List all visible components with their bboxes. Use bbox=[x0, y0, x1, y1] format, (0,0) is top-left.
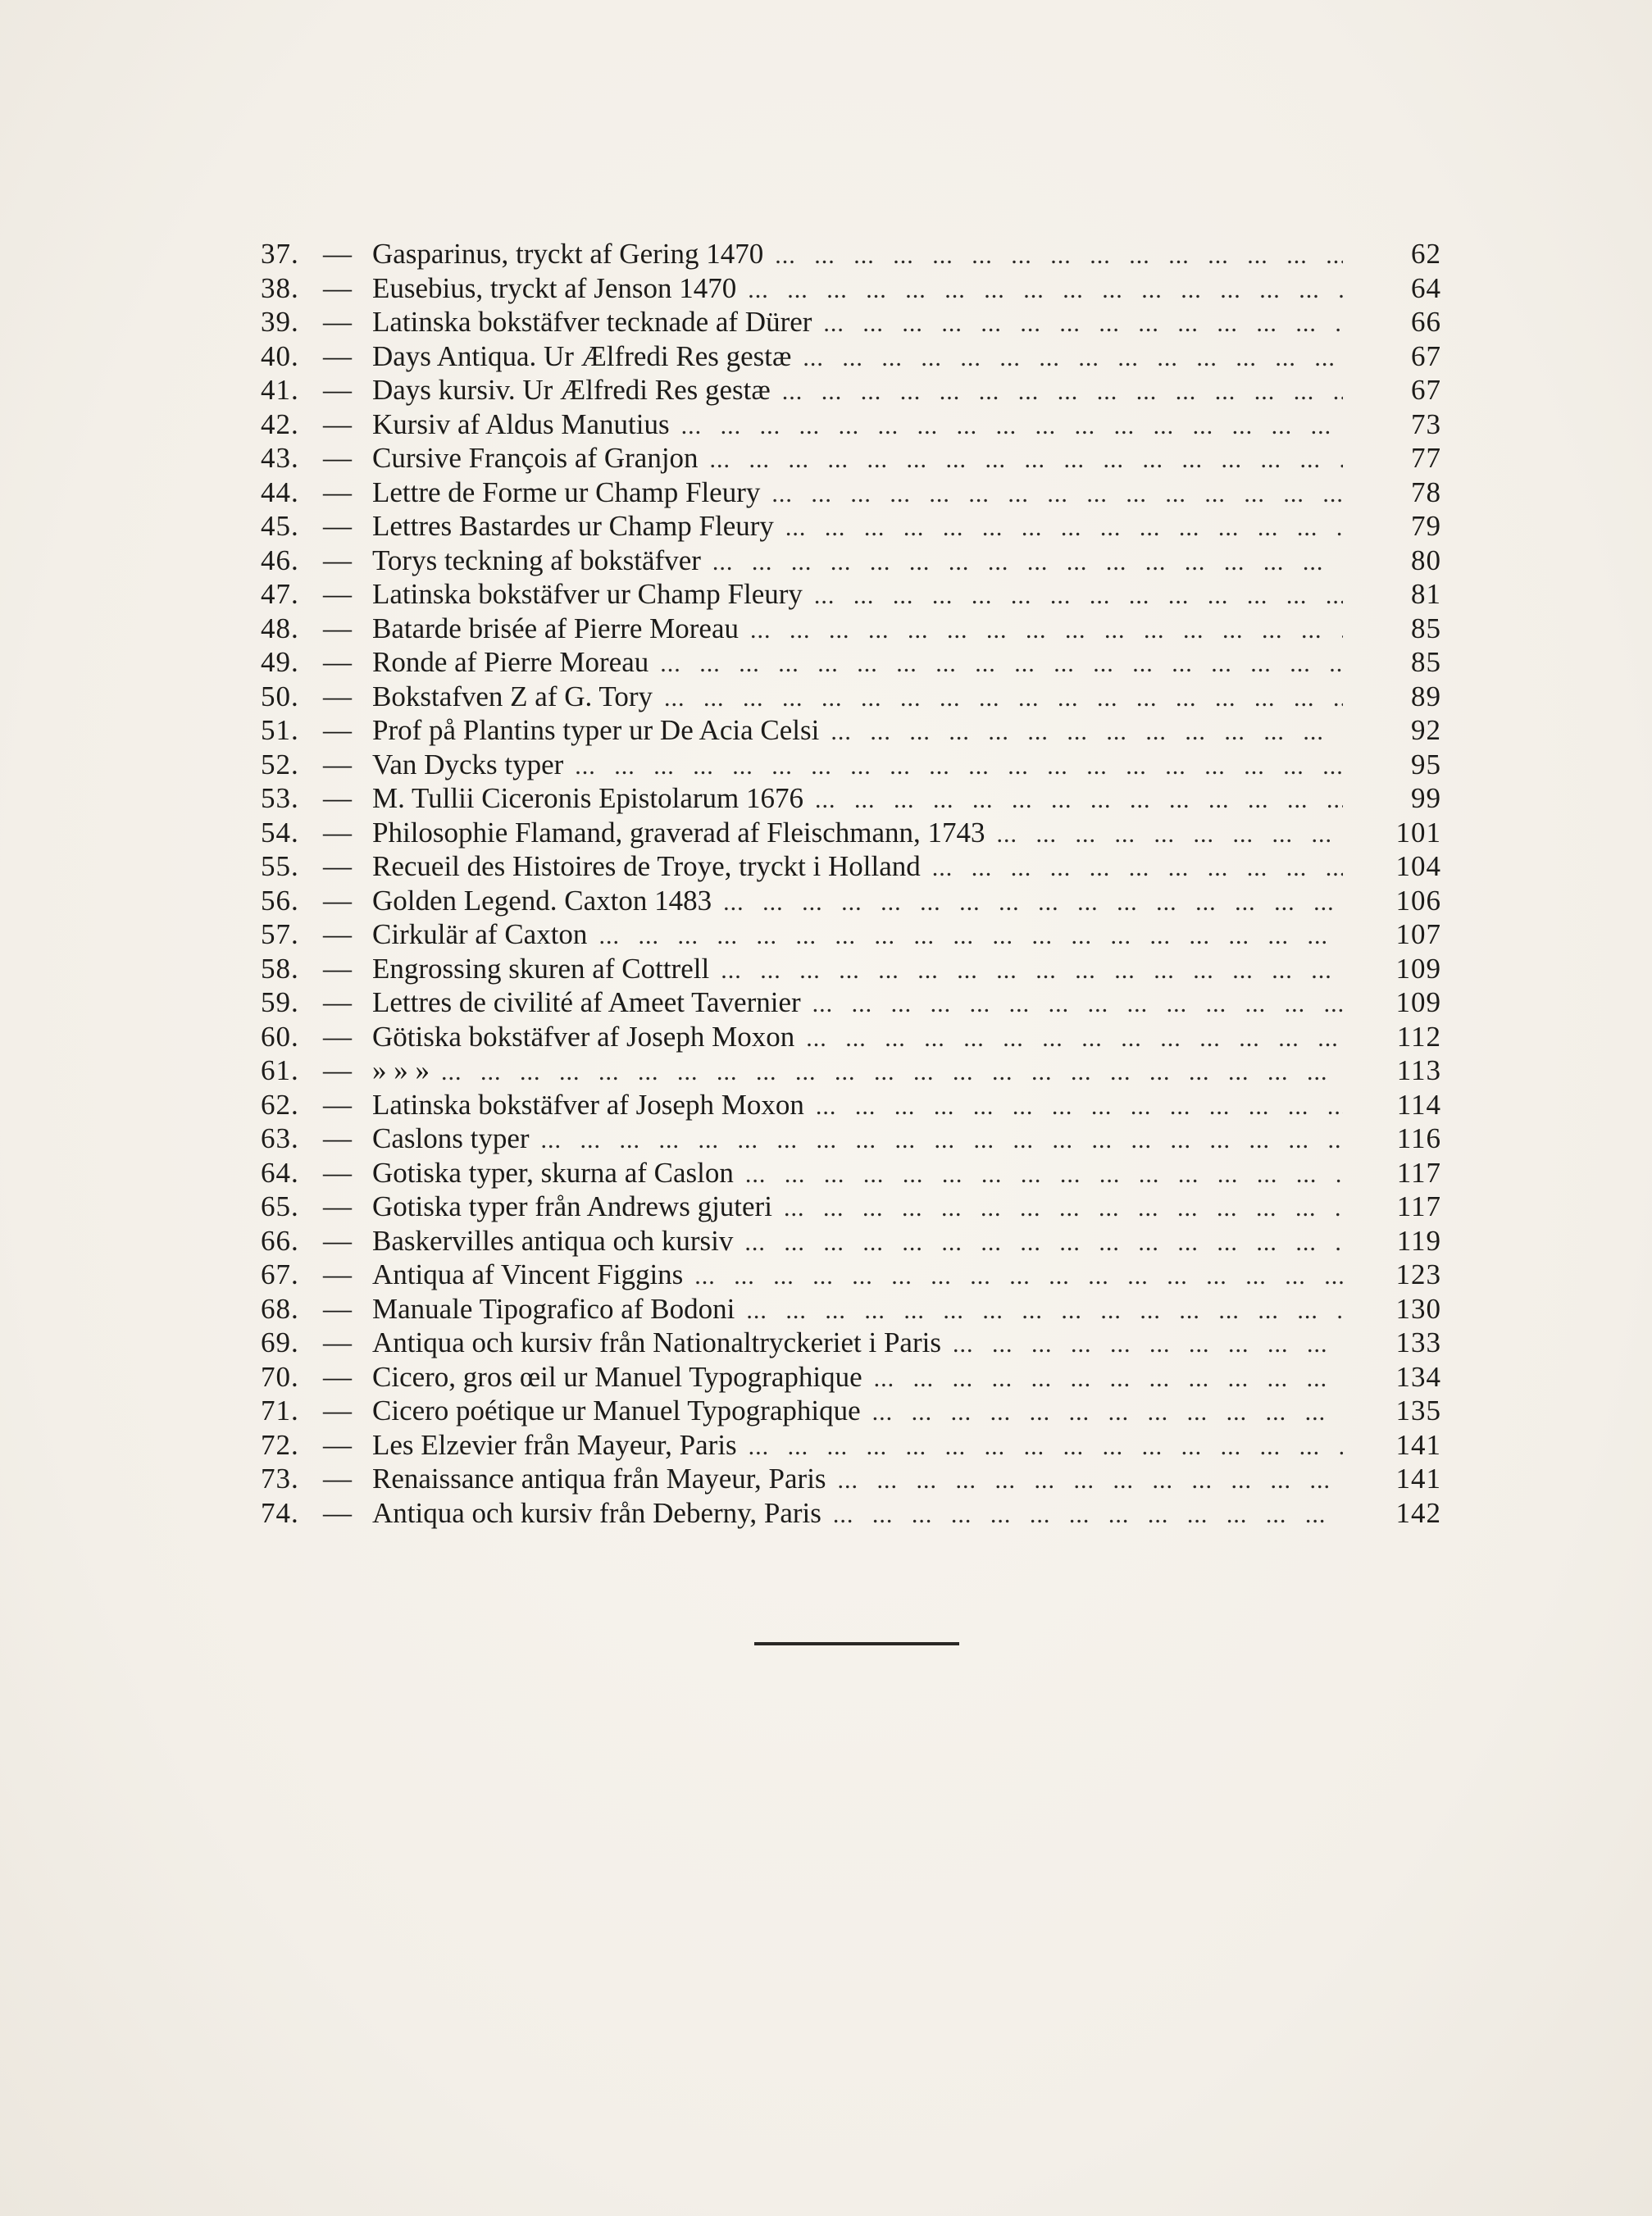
entry-page-number: 112 bbox=[1396, 1020, 1441, 1053]
entry-dash: — bbox=[323, 1156, 352, 1189]
entry-line bbox=[372, 645, 1343, 681]
dot-leader bbox=[782, 373, 1343, 409]
entry-title: Gotiska typer, skurna af Caslon bbox=[372, 1156, 734, 1189]
dot-leader bbox=[575, 748, 1343, 784]
toc-entry bbox=[261, 476, 1441, 510]
entry-number: 65. bbox=[261, 1190, 299, 1222]
entry-line bbox=[372, 271, 1343, 307]
entry-line bbox=[372, 680, 1343, 716]
dot-leader bbox=[997, 816, 1344, 852]
entry-title: Cicero poétique ur Manuel Typographique bbox=[372, 1395, 861, 1427]
entry-page-number: 85 bbox=[1411, 612, 1441, 644]
entry-title: Golden Legend. Caxton 1483 bbox=[372, 884, 712, 917]
entry-line bbox=[372, 781, 1343, 817]
entry-dash: — bbox=[323, 578, 352, 610]
entry-number: 37. bbox=[261, 238, 299, 270]
toc-entry bbox=[261, 1088, 1441, 1122]
entry-number: 53. bbox=[261, 782, 299, 814]
entry-number: 60. bbox=[261, 1020, 299, 1053]
entry-title: Antiqua af Vincent Figgins bbox=[372, 1258, 684, 1290]
entry-page-number: 107 bbox=[1395, 918, 1441, 950]
entry-number: 74. bbox=[261, 1496, 299, 1529]
toc-entry bbox=[261, 1190, 1441, 1224]
entry-number: 61. bbox=[261, 1054, 299, 1086]
toc-entry bbox=[261, 305, 1441, 339]
entry-title: Latinska bokstäfver ur Champ Fleury bbox=[372, 578, 803, 610]
entry-line bbox=[372, 1258, 1343, 1294]
toc-entry bbox=[261, 985, 1441, 1020]
entry-number: 39. bbox=[261, 306, 299, 338]
toc-entry bbox=[261, 781, 1441, 816]
entry-page-number: 101 bbox=[1395, 816, 1441, 849]
closing-rule bbox=[754, 1642, 959, 1645]
dot-leader bbox=[831, 713, 1343, 749]
dot-leader bbox=[664, 680, 1343, 716]
toc-entry bbox=[261, 1156, 1441, 1190]
dot-leader bbox=[874, 1360, 1343, 1396]
entry-dash: — bbox=[323, 850, 352, 882]
toc-entry bbox=[261, 1020, 1441, 1054]
entry-title: Baskervilles antiqua och kursiv bbox=[372, 1224, 734, 1257]
entry-title: Latinska bokstäfver tecknade af Dürer bbox=[372, 306, 812, 338]
entry-page-number: 73 bbox=[1411, 407, 1441, 440]
entry-number: 38. bbox=[261, 271, 299, 304]
toc-entry bbox=[261, 884, 1441, 918]
entry-number: 69. bbox=[261, 1326, 299, 1358]
toc-entry bbox=[261, 544, 1441, 578]
entry-title: Cirkulär af Caxton bbox=[372, 918, 588, 950]
entry-title: Eusebius, tryckt af Jenson 1470 bbox=[372, 271, 737, 304]
entry-line bbox=[372, 305, 1343, 341]
dot-leader bbox=[721, 952, 1343, 988]
entry-page-number: 66 bbox=[1411, 306, 1441, 338]
dot-leader bbox=[750, 612, 1343, 648]
toc-entry bbox=[261, 1224, 1441, 1258]
entry-page-number: 99 bbox=[1411, 782, 1441, 814]
entry-line bbox=[372, 1122, 1343, 1158]
entry-number: 54. bbox=[261, 816, 299, 849]
entry-dash: — bbox=[323, 1428, 352, 1461]
entry-line bbox=[372, 1190, 1343, 1226]
entry-line bbox=[372, 985, 1343, 1022]
entry-page-number: 142 bbox=[1395, 1496, 1441, 1529]
dot-leader bbox=[785, 509, 1343, 545]
entry-title: Days kursiv. Ur Ælfredi Res gestæ bbox=[372, 374, 771, 406]
entry-dash: — bbox=[323, 612, 352, 644]
entry-title: Lettres Bastardes ur Champ Fleury bbox=[372, 510, 774, 542]
entry-page-number: 85 bbox=[1411, 646, 1441, 678]
entry-number: 43. bbox=[261, 442, 299, 474]
entry-title: Batarde brisée af Pierre Moreau bbox=[372, 612, 740, 644]
entry-page-number: 135 bbox=[1395, 1395, 1441, 1427]
entry-number: 71. bbox=[261, 1395, 299, 1427]
dot-leader bbox=[745, 1156, 1343, 1192]
toc-entry bbox=[261, 1053, 1441, 1088]
toc-entry bbox=[261, 1292, 1441, 1326]
dot-leader bbox=[660, 645, 1343, 681]
entry-number: 63. bbox=[261, 1122, 299, 1154]
entry-line bbox=[372, 1224, 1343, 1260]
entry-title: Manuale Tipografico af Bodoni bbox=[372, 1292, 735, 1325]
dot-leader bbox=[838, 1462, 1343, 1498]
entry-dash: — bbox=[323, 238, 352, 270]
entry-dash: — bbox=[323, 1258, 352, 1290]
entry-line bbox=[372, 816, 1343, 852]
entry-page-number: 116 bbox=[1396, 1122, 1441, 1154]
entry-dash: — bbox=[323, 646, 352, 678]
dot-leader bbox=[749, 1428, 1343, 1464]
toc-entry bbox=[261, 816, 1441, 850]
entry-number: 64. bbox=[261, 1156, 299, 1189]
toc-entry bbox=[261, 612, 1441, 646]
dot-leader bbox=[441, 1053, 1343, 1090]
entry-dash: — bbox=[323, 986, 352, 1018]
toc-entry bbox=[261, 1394, 1441, 1428]
entry-line bbox=[372, 476, 1343, 512]
entry-line bbox=[372, 1428, 1343, 1464]
entry-number: 67. bbox=[261, 1258, 299, 1290]
entry-page-number: 80 bbox=[1411, 544, 1441, 576]
entry-title: Latinska bokstäfver af Joseph Moxon bbox=[372, 1088, 804, 1121]
entry-dash: — bbox=[323, 544, 352, 576]
entry-page-number: 77 bbox=[1411, 442, 1441, 474]
entry-number: 49. bbox=[261, 646, 299, 678]
entry-page-number: 79 bbox=[1411, 510, 1441, 542]
entry-line bbox=[372, 917, 1343, 953]
entry-dash: — bbox=[323, 374, 352, 406]
entry-number: 41. bbox=[261, 374, 299, 406]
entry-page-number: 78 bbox=[1411, 476, 1441, 508]
toc-entry bbox=[261, 577, 1441, 612]
entry-dash: — bbox=[323, 1088, 352, 1121]
entry-number: 51. bbox=[261, 714, 299, 746]
entry-page-number: 117 bbox=[1396, 1156, 1441, 1189]
entry-page-number: 89 bbox=[1411, 680, 1441, 712]
entry-title: Prof på Plantins typer ur De Acia Celsi bbox=[372, 714, 820, 746]
toc-entry bbox=[261, 849, 1441, 884]
entry-page-number: 133 bbox=[1395, 1326, 1441, 1358]
dot-leader bbox=[775, 237, 1343, 273]
entry-line bbox=[372, 237, 1343, 273]
entry-dash: — bbox=[323, 476, 352, 508]
entry-title: Cicero, gros œil ur Manuel Typographique bbox=[372, 1360, 862, 1393]
entry-number: 47. bbox=[261, 578, 299, 610]
entry-title: Engrossing skuren af Cottrell bbox=[372, 952, 710, 985]
entry-number: 68. bbox=[261, 1292, 299, 1325]
toc-entry bbox=[261, 1122, 1441, 1156]
entry-page-number: 106 bbox=[1395, 884, 1441, 917]
entry-line bbox=[372, 1156, 1343, 1192]
entry-title: Gasparinus, tryckt af Gering 1470 bbox=[372, 238, 764, 270]
dot-leader bbox=[746, 1292, 1343, 1328]
toc-entry bbox=[261, 1496, 1441, 1531]
dot-leader bbox=[872, 1394, 1343, 1430]
entry-line bbox=[372, 407, 1343, 444]
entry-line bbox=[372, 509, 1343, 545]
entry-title: Days Antiqua. Ur Ælfredi Res gestæ bbox=[372, 339, 792, 372]
toc-entry bbox=[261, 680, 1441, 714]
entry-dash: — bbox=[323, 714, 352, 746]
entry-dash: — bbox=[323, 1395, 352, 1427]
entry-number: 56. bbox=[261, 884, 299, 917]
toc-entry bbox=[261, 1428, 1441, 1463]
entry-title: Kursiv af Aldus Manutius bbox=[372, 407, 670, 440]
entry-dash: — bbox=[323, 748, 352, 780]
dot-leader bbox=[814, 577, 1343, 613]
entry-line bbox=[372, 612, 1343, 648]
entry-line bbox=[372, 884, 1343, 920]
entry-number: 70. bbox=[261, 1360, 299, 1393]
entry-line bbox=[372, 1053, 1343, 1090]
entry-page-number: 67 bbox=[1411, 339, 1441, 372]
entry-page-number: 109 bbox=[1395, 986, 1441, 1018]
entry-title: Lettre de Forme ur Champ Fleury bbox=[372, 476, 761, 508]
entry-line bbox=[372, 713, 1343, 749]
entry-page-number: 62 bbox=[1411, 238, 1441, 270]
toc-entry bbox=[261, 1258, 1441, 1292]
entry-dash: — bbox=[323, 1496, 352, 1529]
entry-title: » » » bbox=[372, 1054, 430, 1086]
entry-dash: — bbox=[323, 1224, 352, 1257]
dot-leader bbox=[681, 407, 1343, 444]
entry-title: Renaissance antiqua från Mayeur, Paris bbox=[372, 1463, 826, 1495]
entry-number: 52. bbox=[261, 748, 299, 780]
entry-line bbox=[372, 441, 1343, 477]
entry-page-number: 104 bbox=[1395, 850, 1441, 882]
entry-page-number: 123 bbox=[1395, 1258, 1441, 1290]
entry-title: Caslons typer bbox=[372, 1122, 530, 1154]
entry-number: 73. bbox=[261, 1463, 299, 1495]
entry-page-number: 67 bbox=[1411, 374, 1441, 406]
dot-leader bbox=[723, 884, 1343, 920]
dot-leader bbox=[812, 985, 1343, 1022]
entry-number: 44. bbox=[261, 476, 299, 508]
dot-leader bbox=[771, 476, 1343, 512]
dot-leader bbox=[748, 271, 1343, 307]
entry-page-number: 64 bbox=[1411, 271, 1441, 304]
entry-title: Gotiska typer från Andrews gjuteri bbox=[372, 1190, 772, 1222]
entry-dash: — bbox=[323, 306, 352, 338]
entry-line bbox=[372, 952, 1343, 988]
entry-title: Cursive François af Granjon bbox=[372, 442, 699, 474]
dot-leader bbox=[710, 441, 1343, 477]
entry-number: 42. bbox=[261, 407, 299, 440]
entry-number: 62. bbox=[261, 1088, 299, 1121]
dot-leader bbox=[784, 1190, 1343, 1226]
entry-line bbox=[372, 1394, 1343, 1430]
dot-leader bbox=[541, 1122, 1343, 1158]
entry-number: 40. bbox=[261, 339, 299, 372]
dot-leader bbox=[803, 339, 1343, 375]
entry-number: 66. bbox=[261, 1224, 299, 1257]
toc-entry bbox=[261, 509, 1441, 544]
entry-line bbox=[372, 1020, 1343, 1056]
entry-line bbox=[372, 339, 1343, 375]
entry-title: Götiska bokstäfver af Joseph Moxon bbox=[372, 1020, 795, 1053]
entry-dash: — bbox=[323, 1360, 352, 1393]
entry-number: 45. bbox=[261, 510, 299, 542]
entry-title: Torys teckning af bokstäfver bbox=[372, 544, 701, 576]
toc-entry bbox=[261, 237, 1441, 271]
entry-number: 59. bbox=[261, 986, 299, 1018]
entry-title: Van Dycks typer bbox=[372, 748, 564, 780]
entry-line bbox=[372, 373, 1343, 409]
entry-title: Philosophie Flamand, graverad af Fleischmann, 1743 bbox=[372, 816, 985, 849]
entry-line bbox=[372, 849, 1343, 885]
dot-leader bbox=[806, 1020, 1343, 1056]
entry-title: Recueil des Histoires de Troye, tryckt i Holland bbox=[372, 850, 921, 882]
entry-title: Bokstafven Z af G. Tory bbox=[372, 680, 653, 712]
entry-dash: — bbox=[323, 680, 352, 712]
entry-line bbox=[372, 1496, 1343, 1532]
entry-dash: — bbox=[323, 1292, 352, 1325]
entry-title: Antiqua och kursiv från Nationaltryckeriet i Paris bbox=[372, 1326, 941, 1358]
dot-leader bbox=[694, 1258, 1343, 1294]
entry-title: Lettres de civilité af Ameet Tavernier bbox=[372, 986, 801, 1018]
entry-title: Ronde af Pierre Moreau bbox=[372, 646, 649, 678]
entry-number: 72. bbox=[261, 1428, 299, 1461]
entry-page-number: 117 bbox=[1396, 1190, 1441, 1222]
entry-number: 50. bbox=[261, 680, 299, 712]
toc-entry bbox=[261, 407, 1441, 442]
dot-leader bbox=[823, 305, 1343, 341]
entry-dash: — bbox=[323, 1463, 352, 1495]
entry-dash: — bbox=[323, 918, 352, 950]
toc-entry bbox=[261, 713, 1441, 748]
entry-title: M. Tullii Ciceronis Epistolarum 1676 bbox=[372, 782, 804, 814]
entry-page-number: 119 bbox=[1396, 1224, 1441, 1257]
toc-entry bbox=[261, 441, 1441, 476]
entry-dash: — bbox=[323, 510, 352, 542]
entry-dash: — bbox=[323, 1326, 352, 1358]
toc-entry bbox=[261, 952, 1441, 986]
entry-dash: — bbox=[323, 442, 352, 474]
entry-page-number: 141 bbox=[1395, 1428, 1441, 1461]
toc-entry bbox=[261, 1360, 1441, 1395]
entry-page-number: 109 bbox=[1395, 952, 1441, 985]
dot-leader bbox=[744, 1224, 1343, 1260]
entry-page-number: 114 bbox=[1396, 1088, 1441, 1121]
entry-page-number: 134 bbox=[1395, 1360, 1441, 1393]
entry-number: 58. bbox=[261, 952, 299, 985]
toc-entry bbox=[261, 339, 1441, 374]
entry-line bbox=[372, 1360, 1343, 1396]
entry-dash: — bbox=[323, 1054, 352, 1086]
toc-entry bbox=[261, 917, 1441, 952]
entry-dash: — bbox=[323, 339, 352, 372]
entry-dash: — bbox=[323, 271, 352, 304]
entry-line bbox=[372, 577, 1343, 613]
entry-page-number: 130 bbox=[1395, 1292, 1441, 1325]
entry-dash: — bbox=[323, 952, 352, 985]
entry-page-number: 95 bbox=[1411, 748, 1441, 780]
entry-line bbox=[372, 748, 1343, 784]
toc-entry bbox=[261, 748, 1441, 782]
dot-leader bbox=[953, 1326, 1343, 1362]
dot-leader bbox=[712, 544, 1343, 580]
dot-leader bbox=[816, 1088, 1343, 1124]
dot-leader bbox=[598, 917, 1343, 953]
entry-page-number: 141 bbox=[1395, 1463, 1441, 1495]
entry-line bbox=[372, 1462, 1343, 1498]
entry-line bbox=[372, 1326, 1343, 1362]
entry-line bbox=[372, 544, 1343, 580]
entry-dash: — bbox=[323, 407, 352, 440]
entry-dash: — bbox=[323, 1122, 352, 1154]
entry-dash: — bbox=[323, 1190, 352, 1222]
toc-entry bbox=[261, 373, 1441, 407]
entry-number: 57. bbox=[261, 918, 299, 950]
toc-entry bbox=[261, 271, 1441, 306]
dot-leader bbox=[833, 1496, 1343, 1532]
entry-page-number: 81 bbox=[1411, 578, 1441, 610]
entry-line bbox=[372, 1292, 1343, 1328]
entry-number: 48. bbox=[261, 612, 299, 644]
entry-dash: — bbox=[323, 816, 352, 849]
entry-dash: — bbox=[323, 884, 352, 917]
dot-leader bbox=[932, 849, 1343, 885]
toc-entry bbox=[261, 1326, 1441, 1360]
entry-dash: — bbox=[323, 782, 352, 814]
entry-title: Les Elzevier från Mayeur, Paris bbox=[372, 1428, 737, 1461]
entry-number: 46. bbox=[261, 544, 299, 576]
entry-number: 55. bbox=[261, 850, 299, 882]
entry-page-number: 113 bbox=[1396, 1054, 1441, 1086]
toc-entry bbox=[261, 1462, 1441, 1496]
table-of-contents bbox=[261, 237, 1441, 1530]
dot-leader bbox=[815, 781, 1343, 817]
entry-title: Antiqua och kursiv från Deberny, Paris bbox=[372, 1496, 821, 1529]
entry-line bbox=[372, 1088, 1343, 1124]
toc-entry bbox=[261, 645, 1441, 680]
entry-page-number: 92 bbox=[1411, 714, 1441, 746]
entry-dash: — bbox=[323, 1020, 352, 1053]
